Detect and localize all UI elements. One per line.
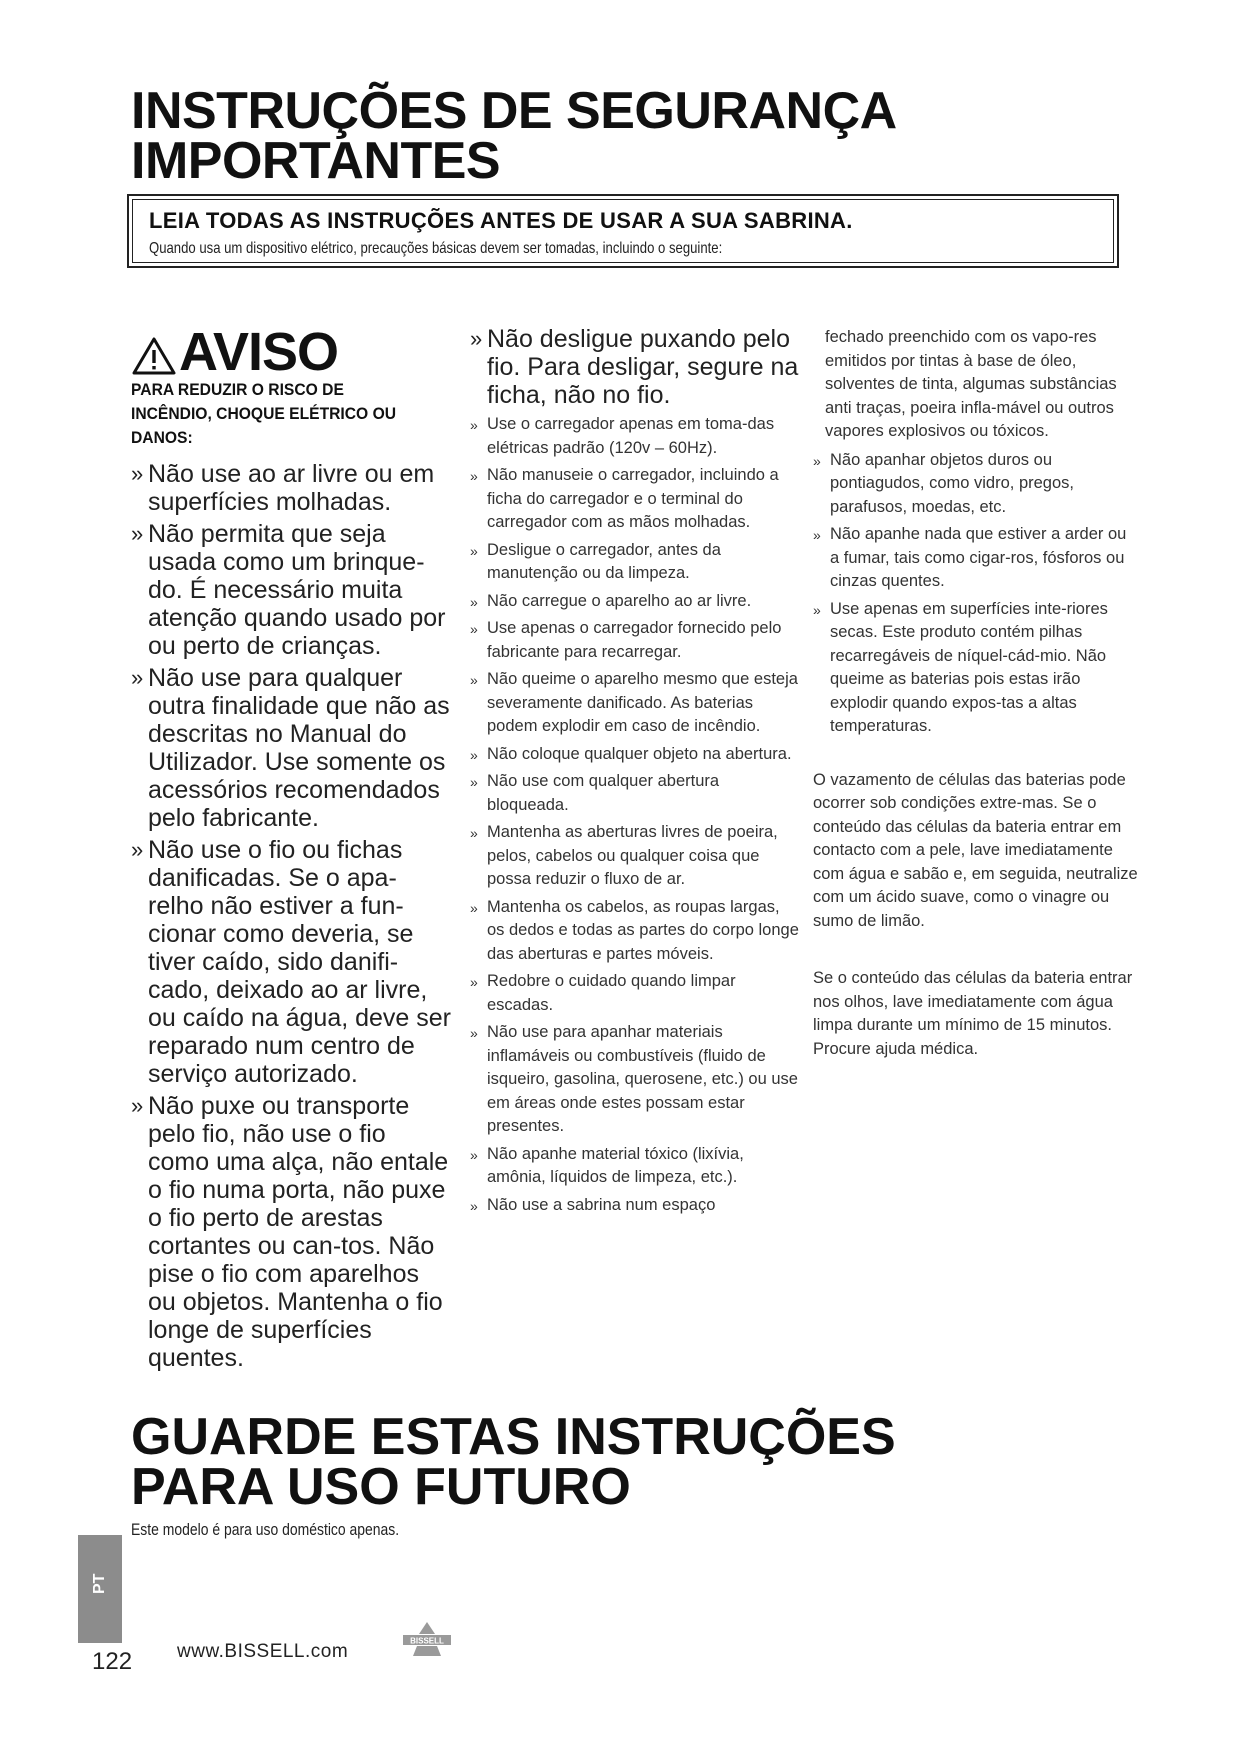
bullet-icon: » [813, 601, 821, 618]
bullet-icon: » [131, 1093, 144, 1118]
bullet-icon: » [470, 774, 478, 790]
list-item: » Não apanhe material tóxico (lixívia, amônia, líquidos de limpeza, etc.). [470, 1144, 744, 1186]
page-title-line2: IMPORTANTES [131, 132, 501, 190]
col3-list [813, 449, 1138, 739]
logo-text: BISSELL [410, 1636, 444, 1646]
page-number: 122 [92, 1648, 133, 1675]
list-item: » Mantenha os cabelos, as roupas largas, os dedos e todas as partes do corpo longe das aberturas e partes móveis. [470, 897, 799, 963]
bullet-icon: » [813, 452, 821, 469]
list-item: » Não use com qualquer abertura bloqueada. [470, 772, 720, 814]
page-title [131, 82, 897, 190]
column-2 [470, 325, 800, 1221]
list-item: » Não manuseie o carregador, incluindo a ficha do carregador e o terminal do carregador com as mãos molhadas. [470, 466, 779, 531]
col1-list [131, 460, 451, 1372]
eye-contact-paragraph: Se o conteúdo das células da bateria entrar nos olhos, lave imediatamente com água limpa durante um mínimo de 15 minutos. Procure ajuda médica. [813, 969, 1133, 1058]
warning-header [131, 322, 451, 382]
column-1 [131, 322, 452, 1376]
read-instructions-box [127, 194, 1119, 268]
list-item: » Não use ao ar livre ou em superfícies molhadas. [131, 460, 435, 516]
battery-leak-paragraph: O vazamento de células das baterias pode ocorrer sob condições extre-mas. Se o conteúdo das células da bateria entrar em contacto com a pele, lave imediatamente com água e sabão e, em seguida, neutralize com um ácido suave, como o vinagre ou sumo de limão. [813, 770, 1138, 930]
list-item: » Use apenas em superfícies inte-riores secas. Este produto contém pilhas recarregáveis de níquel-cád-mio. Não queime as baterias pois estas irão explodir quando expos-tas a altas temperaturas. [813, 599, 1108, 735]
bullet-icon: » [470, 746, 478, 763]
bullet-icon: » [131, 665, 144, 690]
list-item: » Não use o fio ou fichas danificadas. Se o apa-relho não estiver a fun-cionar como deveria, se tiver caído, sido danifi-cado, deixado ao ar livre, ou caído na água, deve ser reparado num centro de serviço autorizado. [131, 836, 452, 1088]
col3-continuation: fechado preenchido com os vapo-res emitidos por tintas à base de óleo, solventes de tinta, algumas substâncias anti traças, poeira infla-mável ou outros vapores explosivos ou tóxicos. [825, 328, 1117, 440]
list-item: » Desligue o carregador, antes da manutenção ou da limpeza. [470, 540, 721, 582]
list-item: » Use o carregador apenas em toma-das elétricas padrão (120v – 60Hz). [470, 415, 775, 457]
list-item: » Não permita que seja usada como um brinque-do. É necessário muita atenção quando usado por ou perto de crianças. [131, 520, 446, 660]
col2-list [470, 413, 800, 1217]
bullet-icon: » [470, 899, 478, 916]
save-instructions-line1: GUARDE ESTAS INSTRUÇÕES [131, 1408, 896, 1466]
list-item: » Não use para apanhar materiais inflamáveis ou combustíveis (fluido de isqueiro, gasolina, querosene, etc.) ou use em áreas onde estes possam estar presentes. [470, 1023, 798, 1135]
col2-lead-list [470, 325, 800, 409]
list-item: » Use apenas o carregador fornecido pelo fabricante para recarregar. [470, 619, 782, 661]
list-item: » Não queime o aparelho mesmo que esteja severamente danificado. As baterias podem explodir em caso de incêndio. [470, 670, 798, 735]
bullet-icon: » [470, 974, 478, 990]
language-tab [78, 1535, 122, 1643]
website-link[interactable]: www.BISSELL.com [177, 1641, 349, 1662]
list-item: » Não coloque qualquer objeto na abertura. [470, 743, 800, 767]
bullet-icon: » [470, 593, 478, 610]
bullet-icon: » [470, 468, 478, 484]
list-item: » Não puxe ou transporte pelo fio, não use o fio como uma alça, não entale o fio numa porta, não puxe o fio perto de arestas cortantes ou can-tos. Não pise o fio com aparelhos ou objetos. Mantenha o fio longe de superfícies quentes. [131, 1092, 449, 1372]
list-item: » Não apanhe nada que estiver a arder ou a fumar, tais como cigar-ros, fósforos ou cinzas quentes. [813, 525, 1127, 590]
list-item: » Não use a sabrina num espaço [470, 1194, 800, 1218]
list-item: » Não desligue puxando pelo fio. Para desligar, segure na ficha, não no fio. [470, 325, 799, 409]
save-instructions-title [131, 1408, 896, 1516]
bullet-icon: » [470, 672, 478, 688]
list-item: » Não apanhar objetos duros ou pontiagudos, como vidro, pregos, parafusos, moedas, etc. [813, 450, 1074, 516]
page-title-line1: INSTRUÇÕES DE SEGURANÇA [131, 82, 897, 140]
bullet-icon: » [470, 1025, 478, 1041]
bullet-icon: » [470, 825, 478, 841]
warning-triangle-icon [131, 336, 177, 376]
bullet-icon: » [470, 542, 478, 559]
notice-subtext: Quando usa um dispositivo elétrico, precauções básicas devem ser tomadas, incluindo o seguinte: [149, 240, 723, 257]
domestic-use-note: Este modelo é para uso doméstico apenas. [131, 1520, 400, 1539]
warning-subtitle: PARA REDUZIR O RISCO DE INCÊNDIO, CHOQUE ELÉTRICO OU DANOS: [131, 380, 397, 447]
bullet-icon: » [470, 326, 483, 351]
bullet-icon: » [131, 837, 144, 862]
bullet-icon: » [470, 1146, 478, 1163]
bullet-icon: » [470, 1197, 478, 1214]
list-item: » Não carregue o aparelho ao ar livre. [470, 590, 800, 614]
list-item: » Mantenha as aberturas livres de poeira, pelos, cabelos ou qualquer coisa que possa reduzir o fluxo de ar. [470, 823, 778, 888]
save-instructions-line2: PARA USO FUTURO [131, 1458, 631, 1516]
list-item: » Redobre o cuidado quando limpar escadas. [470, 972, 736, 1014]
language-label: PT [91, 1573, 108, 1594]
list-item: » Não use para qualquer outra finalidade que não as descritas no Manual do Utilizador. Use somente os acessórios recomendados pelo fabricante. [131, 664, 450, 832]
warning-label: AVISO [179, 322, 339, 382]
bissell-logo-icon [401, 1620, 453, 1658]
column-3 [813, 326, 1138, 1061]
notice-heading: LEIA TODAS AS INSTRUÇÕES ANTES DE USAR A SUA SABRINA. [149, 208, 853, 233]
bullet-icon: » [813, 527, 821, 543]
bullet-icon: » [470, 417, 478, 433]
bullet-icon: » [470, 621, 478, 637]
bullet-icon: » [131, 521, 144, 546]
bullet-icon: » [131, 461, 144, 486]
